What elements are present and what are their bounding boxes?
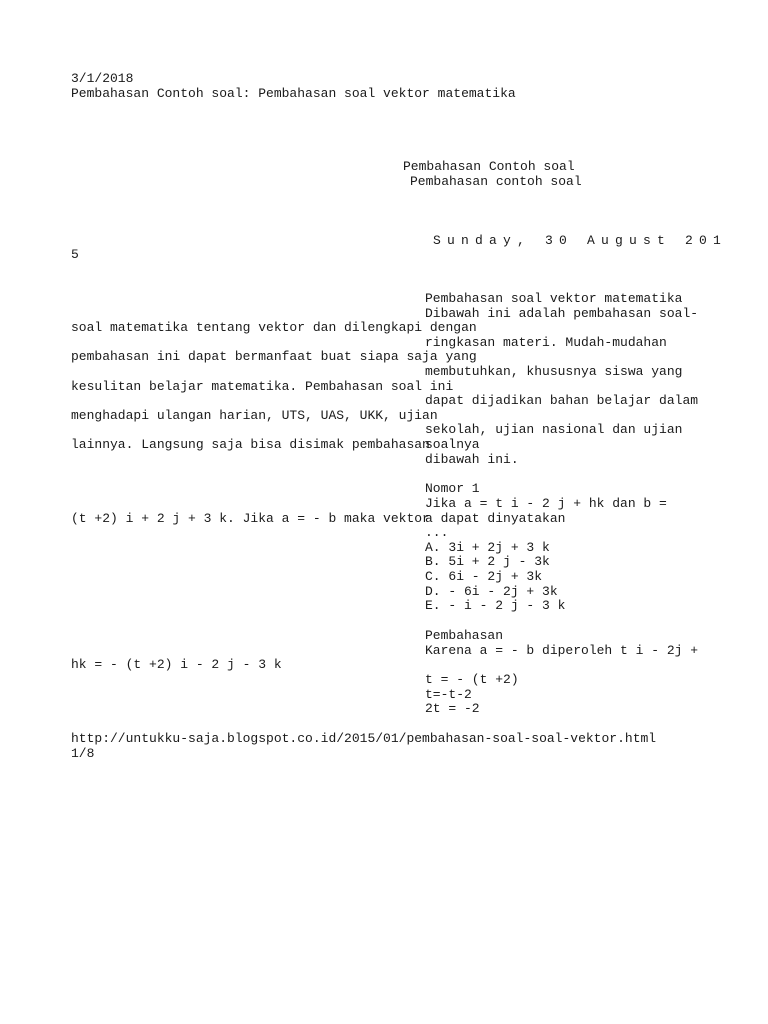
option-d: D. - 6i - 2j + 3k xyxy=(425,584,558,599)
option-e: E. - i - 2 j - 3 k xyxy=(425,598,566,613)
intro-line: soal matematika tentang vektor dan dilengkapi dengan xyxy=(71,320,477,335)
intro-line: dibawah ini. xyxy=(425,452,519,467)
intro-line: membutuhkan, khususnya siswa yang xyxy=(425,364,683,379)
source-url[interactable]: http://untukku-saja.blogspot.co.id/2015/01/pembahasan-soal-soal-vektor.html xyxy=(71,731,657,746)
solution-line: t=-t-2 xyxy=(425,687,472,702)
intro-line: sekolah, ujian nasional dan ujian xyxy=(425,422,683,437)
blog-name[interactable]: Pembahasan Contoh soal xyxy=(403,159,575,174)
solution-label: Pembahasan xyxy=(425,628,504,643)
intro-line: pembahasan ini dapat bermanfaat buat siapa saja yang xyxy=(71,349,477,364)
option-a: A. 3i + 2j + 3 k xyxy=(425,540,550,555)
page-number: 1/8 xyxy=(71,746,95,761)
intro-line: lainnya. Langsung saja bisa disimak pembahasan xyxy=(71,437,430,452)
intro-line: dapat dijadikan bahan belajar dalam xyxy=(425,393,699,408)
question-label: Nomor 1 xyxy=(425,481,480,496)
intro-line: Dibawah ini adalah pembahasan soal- xyxy=(425,306,699,321)
intro-line: soalnya xyxy=(425,437,480,452)
intro-line: menghadapi ulangan harian, UTS, UAS, UKK, ujian xyxy=(71,408,438,423)
page-title: Pembahasan Contoh soal: Pembahasan soal vektor matematika xyxy=(71,86,516,101)
post-date-wrap: 5 xyxy=(71,247,79,262)
solution-line: t = - (t +2) xyxy=(425,672,519,687)
question-line: a dapat dinyatakan xyxy=(425,511,566,526)
solution-line: hk = - (t +2) i - 2 j - 3 k xyxy=(71,657,282,672)
option-b: B. 5i + 2 j - 3k xyxy=(425,554,550,569)
print-date: 3/1/2018 xyxy=(71,71,134,86)
solution-line: Karena a = - b diperoleh t i - 2j + xyxy=(425,643,699,658)
question-line: ... xyxy=(425,525,449,540)
blog-tagline: Pembahasan contoh soal xyxy=(410,174,582,189)
intro-line: kesulitan belajar matematika. Pembahasan soal ini xyxy=(71,379,454,394)
post-title[interactable]: Pembahasan soal vektor matematika xyxy=(425,291,683,306)
intro-line: ringkasan materi. Mudah-mudahan xyxy=(425,335,667,350)
question-line: (t +2) i + 2 j + 3 k. Jika a = - b maka vektor xyxy=(71,511,430,526)
post-date: Sunday, 30 August 201 xyxy=(433,233,728,248)
solution-line: 2t = -2 xyxy=(425,701,480,716)
question-line: Jika a = t i - 2 j + hk dan b = xyxy=(425,496,667,511)
option-c: C. 6i - 2j + 3k xyxy=(425,569,543,584)
